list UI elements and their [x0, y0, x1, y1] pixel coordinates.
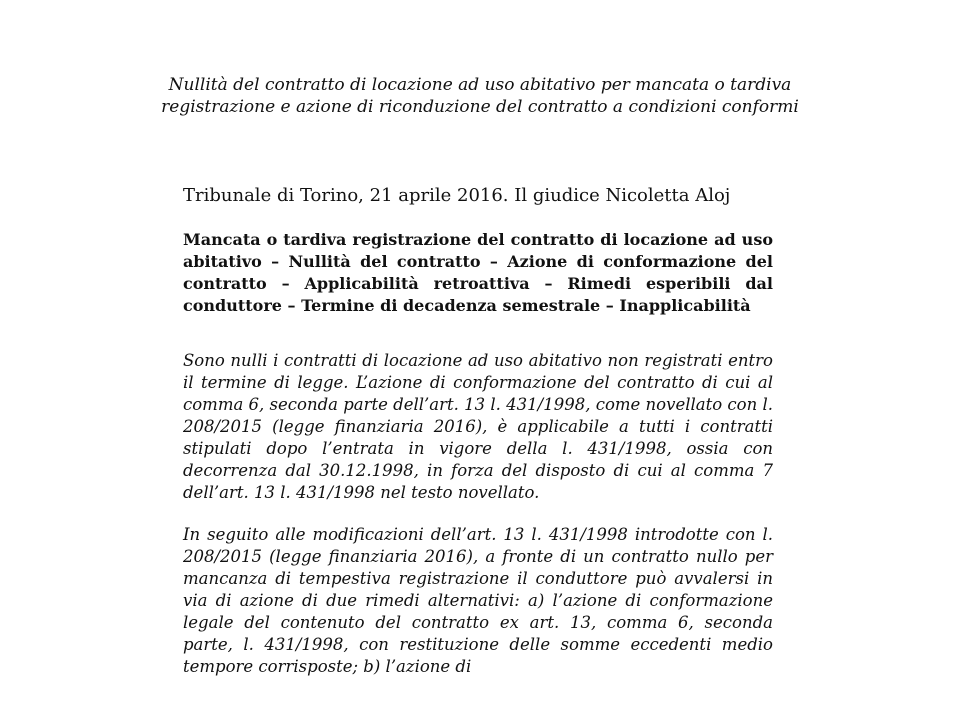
paragraph-2: In seguito alle modificazioni dell’art. 13 l. 431/1998 introdotte con l. 208/2015 (legge finanziaria 2016), a fronte di un contratto nullo per mancanza di tempestiva registrazione il conduttore può avvalersi in via di azione di due rimedi alternativi: a) l’azione di conformazione legale del contenuto del contratto ex art. 13, comma 6, seconda parte, l. 431/1998, con restituzione delle somme eccedenti medio tempore corrisposte; b) l’azione di: [183, 525, 773, 676]
court-line: Tribunale di Torino, 21 aprile 2016. Il giudice Nicoletta Aloj: [183, 185, 731, 206]
keywords-heading: Mancata o tardiva registrazione del contratto di locazione ad uso abitativo – Nullità del contratto – Azione di conformazione del contratto – Applicabilità retroattiva – Rimedi esperibili dal conduttore – Termine di decadenza semestrale – Inapplicabilità: [183, 230, 773, 315]
document-title: Nullità del contratto di locazione ad uso abitativo per mancata o tardiva registrazione e azione di riconduzione del contratto a condizioni conformi: [161, 75, 799, 117]
paragraph-1: Sono nulli i contratti di locazione ad uso abitativo non registrati entro il termine di legge. L’azione di conformazione del contratto di cui al comma 6, seconda parte dell’art. 13 l. 431/1998, come novellato con l. 208/2015 (legge finanziaria 2016), è applicabile a tutti i contratti stipulati dopo l’entrata in vigore della l. 431/1998, ossia con decorrenza dal 30.12.1998, in forza del disposto di cui al comma 7 dell’art. 13 l. 431/1998 nel testo novellato.: [183, 351, 773, 502]
